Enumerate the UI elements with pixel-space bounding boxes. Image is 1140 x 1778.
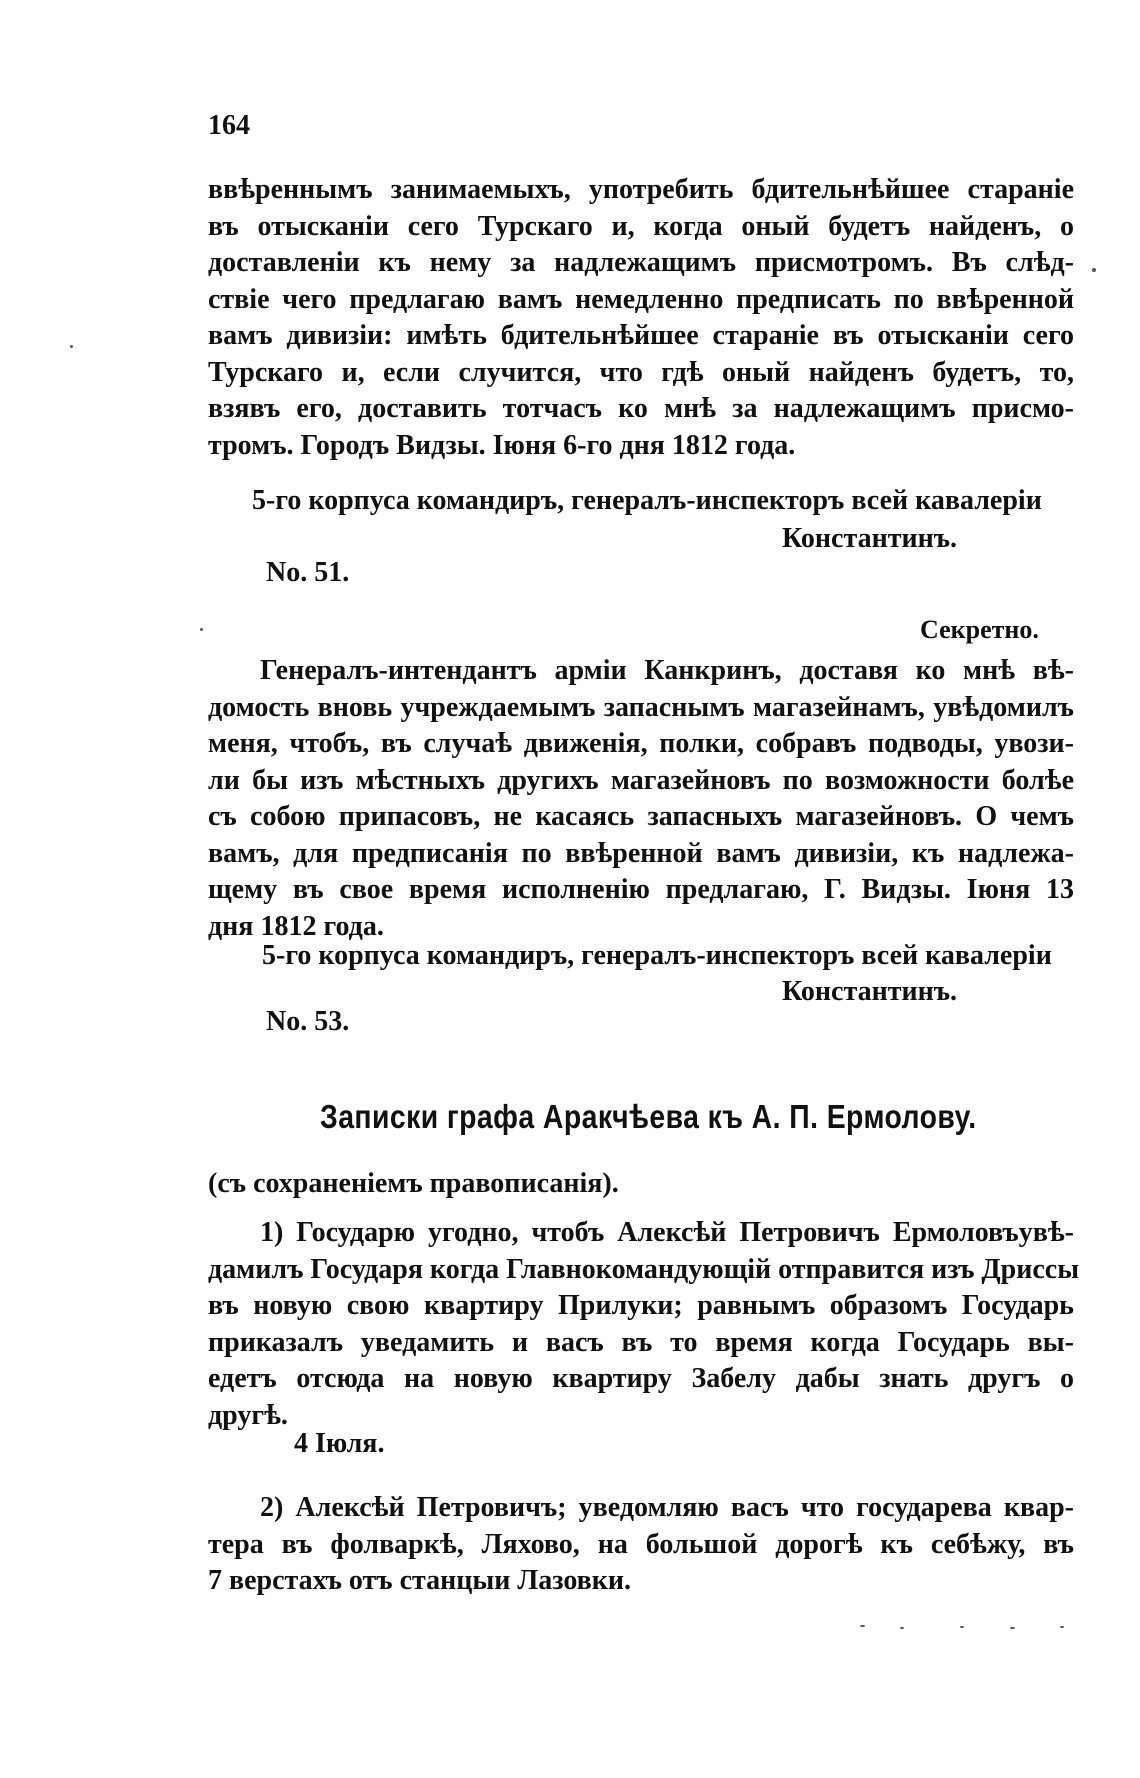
note-2 [208,1490,1074,1600]
text-line: въ новую свою квартиру Прилуки; равнымъ образомъ Государь [208,1290,1074,1321]
text-line: меня, чтобъ, въ случаѣ движенія, полки, собравъ подводы, увози- [208,728,1074,759]
text-line: щему въ свое время исполненію предлагаю, Г. Видзы. Іюня 13 [208,874,1074,905]
signature-title: 5-го корпуса командиръ, генералъ-инспекторъ всей кавалеріи [262,940,1052,971]
text-line: Турскаго и, если случится, что гдѣ оный найденъ будетъ, то, [208,356,1074,388]
signature-title: 5-го корпуса командиръ, генералъ-инспекторъ всей кавалеріи [252,485,1042,516]
section-subheading: (съ сохраненіемъ правописанія). [208,1168,619,1199]
document-number: No. 53. [266,1006,350,1037]
text-line: доставленіи къ нему за надлежащимъ присмотромъ. Въ слѣд- [208,247,1074,278]
text-line: взявъ его, доставить тотчасъ ко мнѣ за надлежащимъ присмо- [208,393,1074,424]
text-line: 7 верстахъ отъ станцыи Лазовки. [208,1565,632,1596]
text-line: едетъ отсюда на новую квартиру Забелу дабы знать другъ о [208,1363,1074,1394]
text-line: дня 1812 года. [208,910,384,942]
text-line: ли бы изъ мѣстныхъ другихъ магазейновъ по возможности болѣе [208,764,1074,796]
page-number: 164 [208,110,250,141]
text-line: домость вновь учреждаемымъ запаснымъ магазейнамъ, увѣдомилъ [208,691,1074,723]
text-line: тромъ. Городъ Видзы. Іюня 6-го дня 1812 года. [208,429,796,461]
text-line: ствіе чего предлагаю вамъ немедленно предписать по ввѣренной [208,283,1074,315]
note-1 [208,1215,1080,1434]
text-line: 1) Государю угодно, чтобъ Алексѣй Петровичъ Ермоловъувѣ- [260,1217,1074,1248]
text-line: приказалъ уведамить и васъ въ то время когда Государь вы- [208,1326,1074,1358]
text-line: съ собою припасовъ, не касаясь запасныхъ магазейновъ. О чемъ [208,801,1074,832]
scan-speck [1060,1626,1064,1628]
scan-speck [70,345,73,348]
signature-name: Константинъ. [782,976,958,1007]
scan-speck [1010,1627,1015,1629]
text-line: вамъ дивизіи: имѣть бдительнѣйшее стараніе въ отысканіи сего [208,320,1074,351]
text-line: дамилъ Государя когда Главнокомандующій отправится изъ Дриссы [208,1253,1080,1285]
text-line: Генералъ-интендантъ арміи Канкринъ, доставя ко мнѣ вѣ- [260,655,1074,686]
text-line: ввѣреннымъ занимаемыхъ, употребить бдительнѣйшее стараніе [208,174,1074,205]
secret-label: Секретно. [920,615,1039,644]
text-line: въ отысканіи сего Турскаго и, когда оный будетъ найденъ, о [208,210,1074,242]
paragraph-1 [208,172,1074,464]
text-line: вамъ, для предписанія по ввѣренной вамъ дивизіи, къ надлежа- [208,837,1074,869]
text-line: другѣ. [208,1399,288,1431]
note-date: 4 Іюля. [294,1428,385,1459]
scan-speck [900,1627,904,1629]
document-number: No. 51. [266,557,350,588]
scan-speck [960,1626,964,1628]
text-line: 2) Алексѣй Петровичъ; уведомляю васъ что государева квар- [260,1492,1074,1523]
scan-speck [200,628,203,631]
paragraph-2 [208,653,1074,945]
signature-name: Константинъ. [782,523,958,554]
scan-speck [1092,268,1096,272]
section-heading: Записки графа Аракчѣева къ А. П. Ермолову. [320,1098,977,1135]
scan-speck [860,1625,865,1627]
text-line: тера въ фолваркѣ, Ляхово, на большой дорогѣ къ себѣжу, въ [208,1528,1074,1560]
